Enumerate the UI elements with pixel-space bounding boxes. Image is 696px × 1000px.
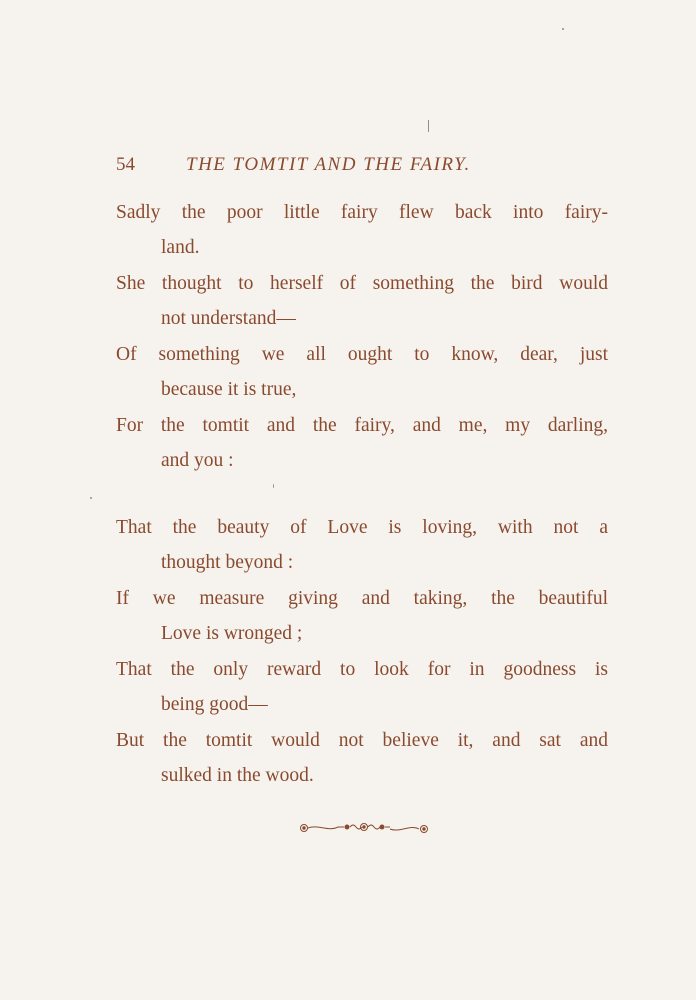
paper-speck xyxy=(273,484,274,488)
verse-line xyxy=(116,517,608,588)
verse-line-continuation: and you : xyxy=(161,450,234,471)
verse-line-continuation: being good— xyxy=(161,694,268,715)
verse-line xyxy=(116,659,608,730)
scroll-ornament-icon xyxy=(298,820,430,836)
verse-line xyxy=(116,415,608,486)
verse-line-continuation: not understand— xyxy=(161,308,296,329)
paper-speck xyxy=(562,28,564,30)
verse-line-first: She thought to herself of something the bird would xyxy=(116,273,608,294)
page-number: 54 xyxy=(116,154,135,175)
verse-line-continuation: because it is true, xyxy=(161,379,297,400)
verse-line-first: That the only reward to look for in goodness is xyxy=(116,659,608,680)
verse-line-first: Sadly the poor little fairy flew back into fairy- xyxy=(116,202,608,223)
verse-line-continuation: thought beyond : xyxy=(161,552,294,573)
verse-line-first: Of something we all ought to know, dear, just xyxy=(116,344,608,365)
stanza-1 xyxy=(116,202,608,486)
verse-line xyxy=(116,273,608,344)
verse-line-continuation: land. xyxy=(161,237,200,258)
verse-line xyxy=(116,202,608,273)
paper-speck xyxy=(428,120,429,132)
verse-line-first: That the beauty of Love is loving, with not a xyxy=(116,517,608,538)
verse-line xyxy=(116,588,608,659)
paper-speck xyxy=(90,497,92,499)
verse-line-first: If we measure giving and taking, the beautiful xyxy=(116,588,608,609)
stanza-2 xyxy=(116,517,608,801)
verse-line-first: But the tomtit would not believe it, and sat and xyxy=(116,730,608,751)
verse-line-continuation: sulked in the wood. xyxy=(161,765,314,786)
verse-line xyxy=(116,344,608,415)
verse-line-first: For the tomtit and the fairy, and me, my darling, xyxy=(116,415,608,436)
verse-line-continuation: Love is wronged ; xyxy=(161,623,303,644)
running-title: THE TOMTIT AND THE FAIRY. xyxy=(186,154,471,175)
verse-line xyxy=(116,730,608,801)
